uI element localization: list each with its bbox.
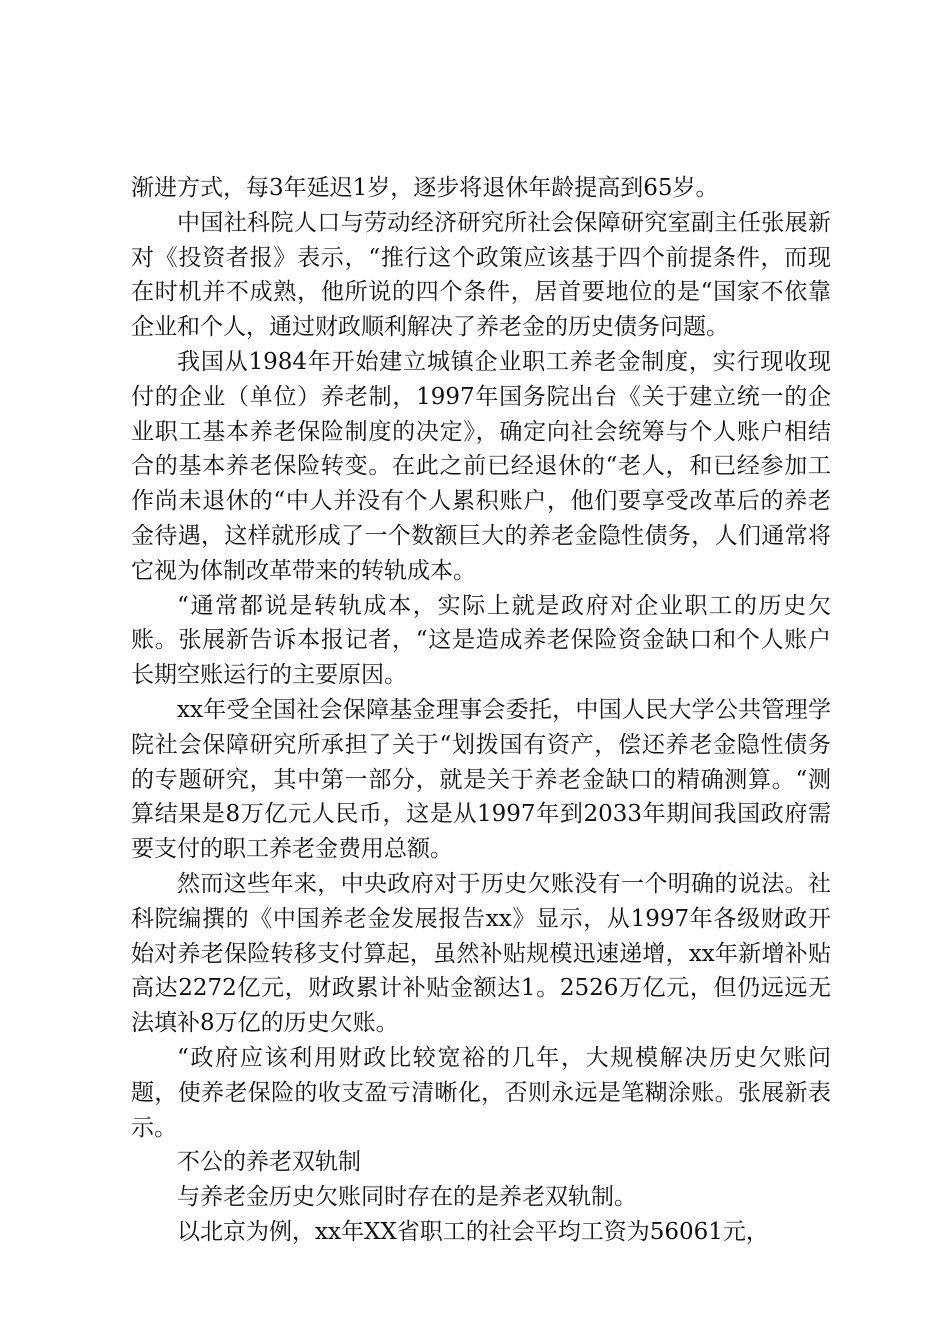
paragraph-3: 我国从1984年开始建立城镇企业职工养老金制度，实行现收现付的企业（单位）养老制，1997年国务院出台《关于建立统一的企业职工基本养老保险制度的决定》，确定向社会统筹与个人账户相结合的基本养老保险转变。在此之前已经退休的“老人，和已经参加工作尚未退休的“中人并没有个人累积账户，他们要享受改革后的养老金待遇，这样就形成了一个数额巨大的养老金隐性债务，人们通常将它视为体制改革带来的转轨成本。 — [131, 348, 831, 584]
section-heading: 不公的养老双轨制 — [177, 1149, 361, 1176]
paragraph-5: xx年受全国社会保障基金理事会委托，中国人民大学公共管理学院社会保障研究所承担了关于“划拨国有资产，偿还养老金隐性债务的专题研究，其中第一部分，就是关于养老金缺口的精确测算。“测算结果是8万亿元人民币，这是从1997年到2033年期间我国政府需要支付的职工养老金费用总额。 — [131, 696, 831, 863]
paragraph-1: 渐进方式，每3年延迟1岁，逐步将退休年龄提高到65岁。 — [131, 175, 719, 201]
paragraph-8: 与养老金历史欠账同时存在的是养老双轨制。 — [177, 1184, 637, 1211]
body-text — [131, 171, 831, 1250]
paragraph-9: 以北京为例，xx年XX省职工的社会平均工资为56061元， — [177, 1218, 769, 1245]
paragraph-6: 然而这些年来，中央政府对于历史欠账没有一个明确的说法。社科院编撰的《中国养老金发展报告xx》显示，从1997年各级财政开始对养老保险转移支付算起，虽然补贴规模迅速递增，xx年新增补贴高达2272亿元，财政累计补贴金额达1。2526万亿元，但仍远远无法填补8万亿的历史欠账。 — [131, 870, 831, 1037]
paragraph-7: “政府应该利用财政比较宽裕的几年，大规模解决历史欠账问题，使养老保险的收支盈亏清晰化，否则永远是笔糊涂账。张展新表示。 — [131, 1044, 831, 1141]
paragraph-2: 中国社科院人口与劳动经济研究所社会保障研究室副主任张展新对《投资者报》表示，“推行这个政策应该基于四个前提条件，而现在时机并不成熟，他所说的四个条件，居首要地位的是“国家不依靠企业和个人，通过财政顺利解决了养老金的历史债务问题。 — [131, 209, 831, 341]
paragraph-4: “通常都说是转轨成本，实际上就是政府对企业职工的历史欠账。张展新告诉本报记者，“这是造成养老保险资金缺口和个人账户长期空账运行的主要原因。 — [131, 592, 831, 689]
